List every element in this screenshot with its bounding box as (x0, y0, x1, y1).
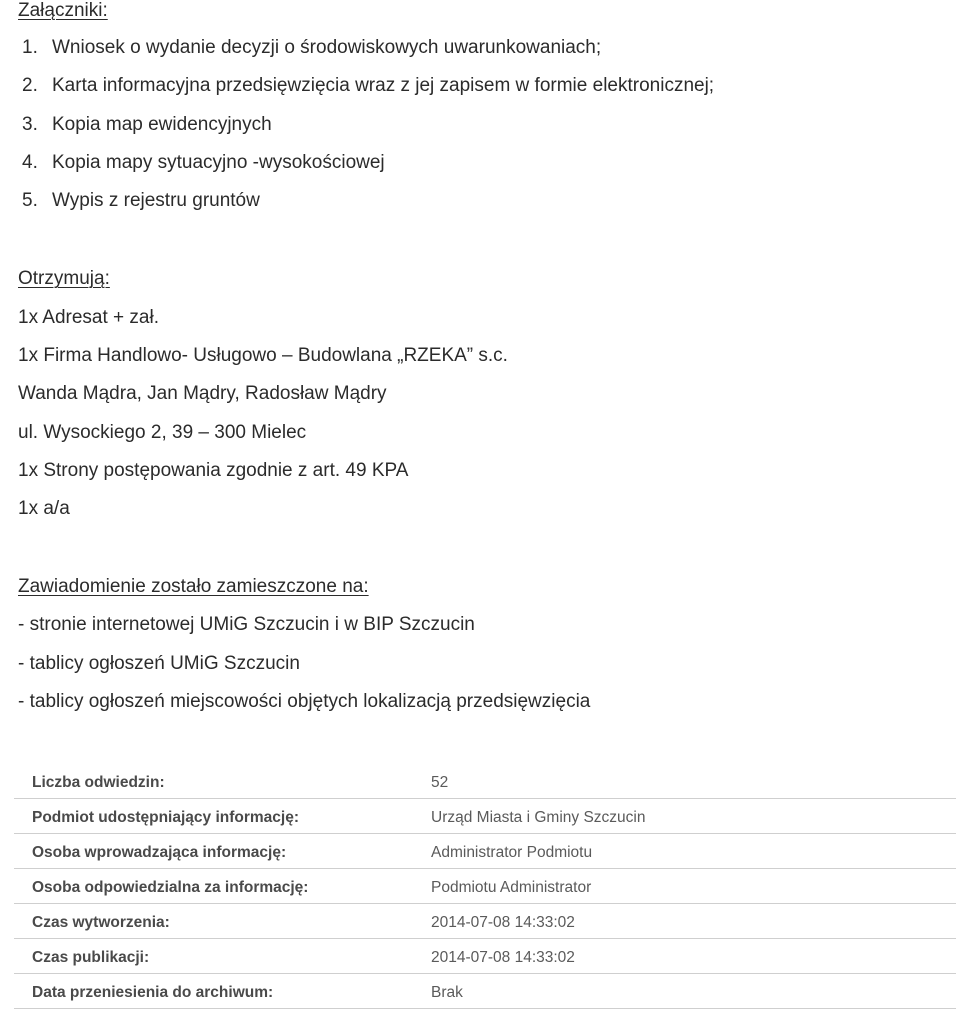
metadata-row (14, 974, 956, 1009)
metadata-table (14, 764, 956, 1009)
attachment-item (22, 190, 260, 212)
metadata-row (14, 799, 956, 834)
recipients-heading: Otrzymują: (18, 268, 110, 289)
metadata-label: Podmiot udostępniający informację: (32, 809, 299, 826)
notice-heading: Zawiadomienie zostało zamieszczone na: (18, 576, 369, 597)
attachment-number: 3. (22, 114, 38, 135)
metadata-value: Administrator Podmiotu (431, 844, 593, 861)
metadata-row (14, 939, 956, 974)
recipient-line: 1x Strony postępowania zgodnie z art. 49 KPA (18, 460, 409, 481)
recipient-line: 1x Firma Handlowo- Usługowo – Budowlana „RZEKA” s.c. (18, 345, 508, 366)
recipient-line: ul. Wysockiego 2, 39 – 300 Mielec (18, 422, 307, 443)
metadata-label: Czas publikacji: (32, 949, 150, 966)
attachments-heading: Załączniki: (18, 0, 108, 21)
metadata-row (14, 904, 956, 939)
metadata-row (14, 764, 956, 799)
attachment-number: 1. (22, 37, 38, 58)
attachment-item (22, 37, 601, 59)
attachment-item (22, 152, 385, 174)
attachment-text: Karta informacyjna przedsięwzięcia wraz z jej zapisem w formie elektronicznej; (52, 75, 715, 96)
metadata-row (14, 834, 956, 869)
metadata-label: Liczba odwiedzin: (32, 774, 165, 791)
recipient-line: 1x a/a (18, 498, 70, 519)
metadata-row (14, 869, 956, 904)
metadata-label: Data przeniesienia do archiwum: (32, 984, 274, 1001)
notice-line: - stronie internetowej UMiG Szczucin i w BIP Szczucin (18, 614, 475, 635)
attachment-item (22, 114, 272, 136)
metadata-value: 2014-07-08 14:33:02 (431, 949, 575, 966)
recipient-line: Wanda Mądra, Jan Mądry, Radosław Mądry (18, 383, 387, 404)
metadata-label: Osoba odpowiedzialna za informację: (32, 879, 309, 896)
metadata-value: 52 (431, 774, 449, 791)
recipient-line: 1x Adresat + zał. (18, 307, 159, 328)
metadata-value: Podmiotu Administrator (431, 879, 592, 896)
attachment-text: Wniosek o wydanie decyzji o środowiskowych uwarunkowaniach; (52, 37, 602, 58)
attachment-text: Kopia map ewidencyjnych (52, 114, 272, 135)
attachment-number: 5. (22, 190, 38, 211)
attachment-number: 2. (22, 75, 38, 96)
metadata-label: Czas wytworzenia: (32, 914, 170, 931)
metadata-value: Urząd Miasta i Gminy Szczucin (431, 809, 646, 826)
metadata-label: Osoba wprowadzająca informację: (32, 844, 287, 861)
notice-line: - tablicy ogłoszeń miejscowości objętych lokalizacją przedsięwzięcia (18, 691, 591, 712)
attachment-text: Wypis z rejestru gruntów (52, 190, 260, 211)
attachment-text: Kopia mapy sytuacyjno -wysokościowej (52, 152, 385, 173)
notice-line: - tablicy ogłoszeń UMiG Szczucin (18, 653, 300, 674)
metadata-value: Brak (431, 984, 463, 1001)
attachment-number: 4. (22, 152, 38, 173)
metadata-value: 2014-07-08 14:33:02 (431, 914, 575, 931)
attachment-item (22, 75, 714, 97)
